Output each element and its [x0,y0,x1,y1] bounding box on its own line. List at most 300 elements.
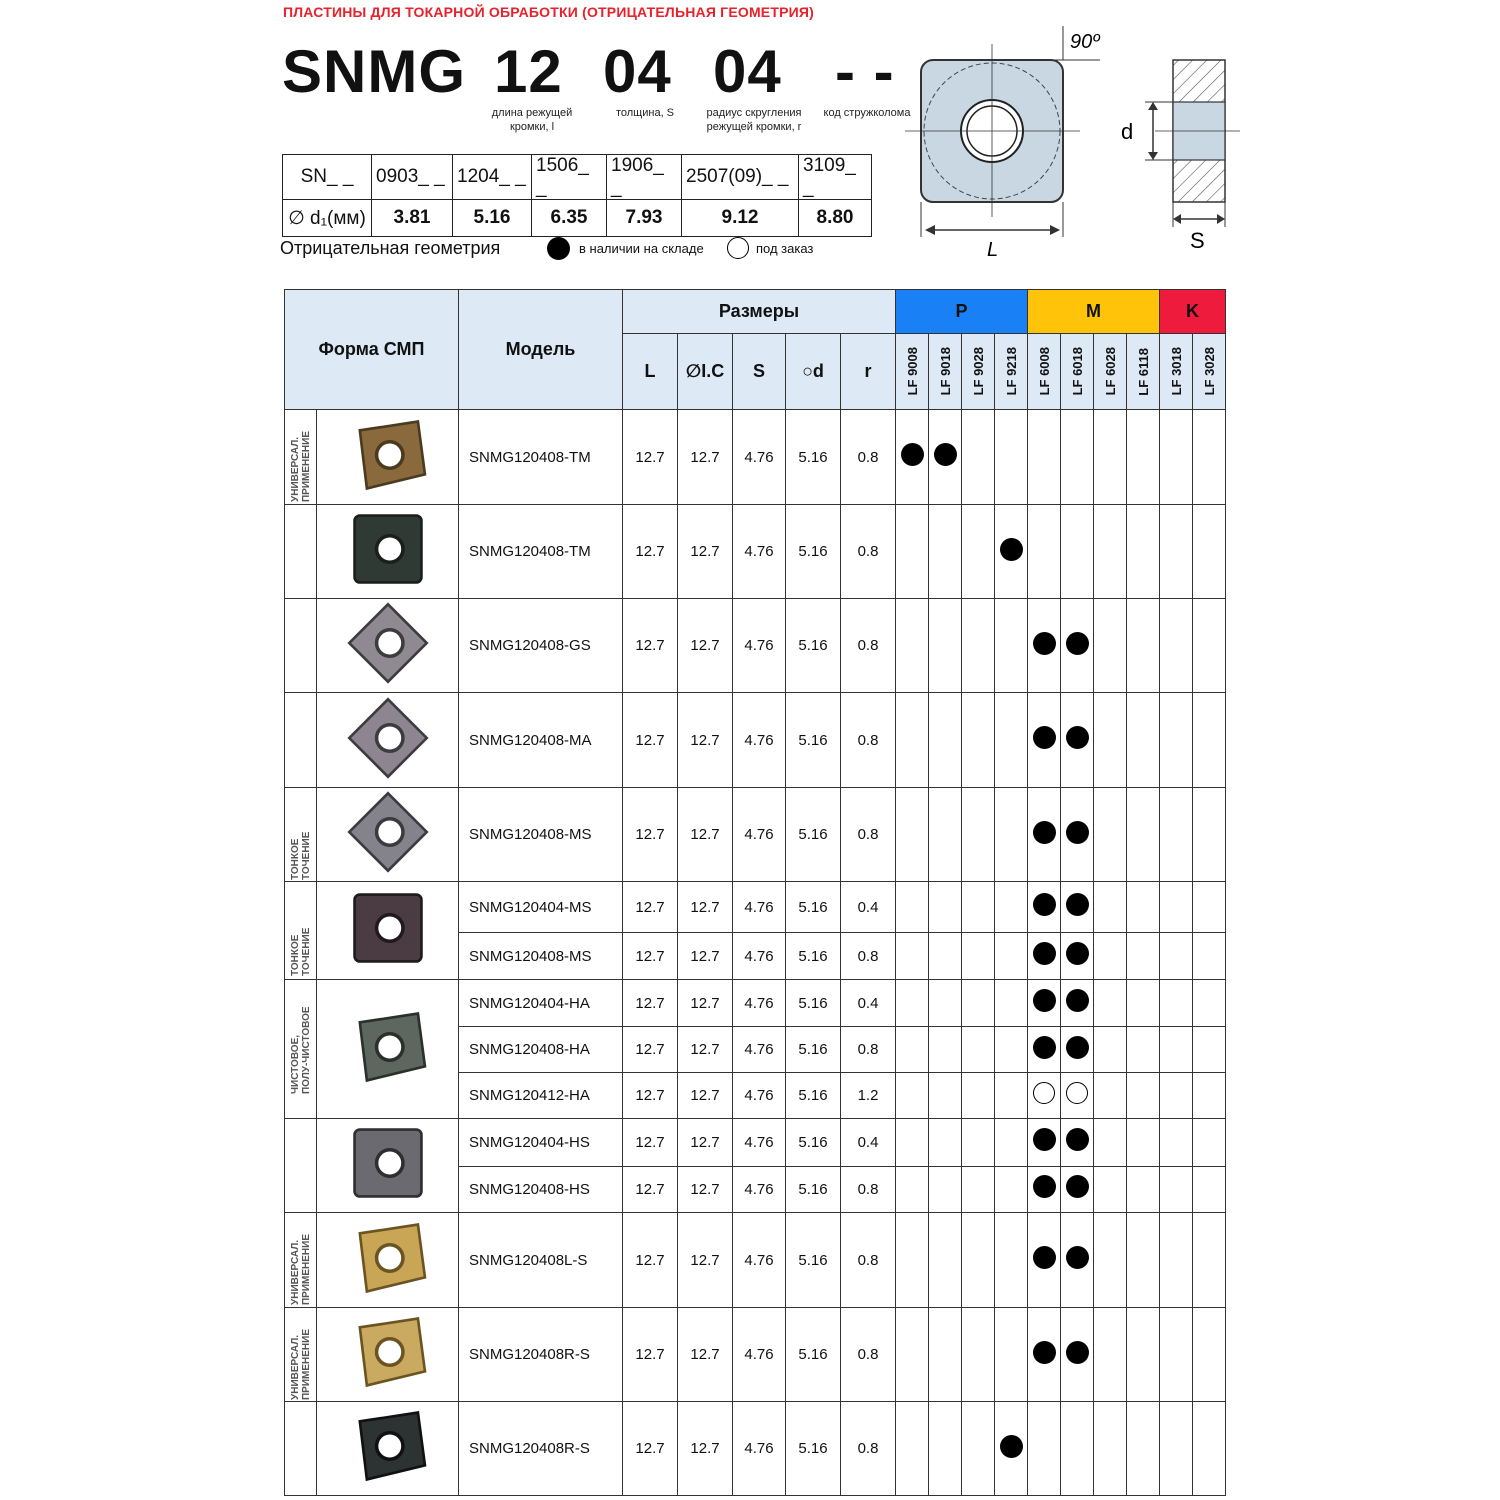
in-stock-icon [1066,893,1089,916]
availability-cell [1127,1166,1160,1213]
in-stock-icon [1033,942,1056,965]
availability-cell [1028,788,1061,882]
code-radius: 04 [713,38,782,105]
availability-cell [929,980,962,1027]
dim-r: 0.8 [841,410,896,505]
availability-cell [1127,410,1160,505]
insert-hole [376,630,402,656]
size-0903: 0903_ _ [372,155,453,200]
group-p: P [896,290,1028,334]
availability-cell [1127,788,1160,882]
angle-label: 90º [1070,31,1100,53]
insert-photo [344,1308,432,1396]
model-name: SNMG120408-MA [459,693,623,788]
availability-cell [995,1073,1028,1119]
model-name: SNMG120408L-S [459,1213,623,1308]
availability-cell [1160,980,1193,1027]
application-band-label: ТОНКОЕ ТОЧЕНИЕ [289,927,312,976]
application-band-label: ТОНКОЕ ТОЧЕНИЕ [289,831,312,880]
dim-s: 4.76 [733,933,786,980]
in-stock-icon [1000,538,1023,561]
grade-header: LF 9008 [896,334,929,410]
application-band-label: УНИВЕРСАЛ. ПРИМЕНЕНИЕ [289,430,312,502]
availability-cell [929,933,962,980]
availability-cell [1193,693,1226,788]
application-band [285,693,317,788]
dim-s: 4.76 [733,599,786,693]
availability-cell [1061,788,1094,882]
application-band [285,788,317,882]
diameter-value: 9.12 [682,200,799,237]
availability-cell [1028,882,1061,933]
dim-ic: 12.7 [678,1166,733,1213]
model-name: SNMG120408-HA [459,1027,623,1073]
availability-cell [1028,1119,1061,1167]
dim-ic: 12.7 [678,933,733,980]
insert-diagram [905,22,1245,267]
availability-cell [1094,980,1127,1027]
dim-s: 4.76 [733,1308,786,1402]
availability-cell [995,933,1028,980]
code-prefix: SNMG [282,38,466,105]
dim-l: 12.7 [623,1308,678,1402]
availability-cell [995,788,1028,882]
availability-cell [896,882,929,933]
availability-cell [1127,1119,1160,1167]
in-stock-icon [1033,726,1056,749]
application-band [285,599,317,693]
availability-cell [1094,1166,1127,1213]
in-stock-icon [1033,1036,1056,1059]
grade-header: LF 9018 [929,334,962,410]
availability-cell [929,1166,962,1213]
size-2507: 2507(09)_ _ [682,155,799,200]
availability-cell [1061,882,1094,933]
availability-cell [1160,410,1193,505]
availability-cell [1028,693,1061,788]
model-name: SNMG120408-TM [459,410,623,505]
s-label: S [1190,228,1205,253]
legend-geometry: Отрицательная геометрия [280,238,501,258]
dim-s: 4.76 [733,1166,786,1213]
availability-cell [1160,693,1193,788]
model-name: SNMG120412-HA [459,1073,623,1119]
dim-l: 12.7 [623,505,678,599]
availability-cell [1193,1073,1226,1119]
insert-hole [376,1433,402,1459]
availability-cell [896,1308,929,1402]
availability-cell [1094,788,1127,882]
insert-hole [376,1244,402,1270]
dim-l: 12.7 [623,1027,678,1073]
diameter-value: 8.80 [799,200,872,237]
table-row [285,599,1226,693]
dim-r: 0.4 [841,980,896,1027]
availability-cell [1193,1027,1226,1073]
model-name: SNMG120408-TM [459,505,623,599]
application-band [285,1308,317,1402]
model-name: SNMG120408-MS [459,788,623,882]
model-name: SNMG120408-HS [459,1166,623,1213]
legend-in-stock: в наличии на складе [579,241,704,256]
dim-r: 0.4 [841,1119,896,1167]
application-band [285,1119,317,1213]
availability-cell [1028,505,1061,599]
to-order-icon [727,237,749,259]
application-band [285,410,317,505]
dim-ic: 12.7 [678,1073,733,1119]
label-radius: радиус скругления режущей кромки, r [706,107,802,133]
in-stock-icon [1066,726,1089,749]
size-3109: 3109_ _ [799,155,872,200]
availability-cell [1094,693,1127,788]
dim-r: 0.4 [841,882,896,933]
application-band [285,882,317,980]
dim-r: 0.8 [841,1166,896,1213]
dim-s: 4.76 [733,1073,786,1119]
dim-l: 12.7 [623,599,678,693]
insert-image-cell [317,1213,459,1308]
availability-cell [1127,1213,1160,1308]
insert-hole [376,441,402,467]
grade-header: LF 3018 [1160,334,1193,410]
in-stock-icon [1066,1246,1089,1269]
diameter-value: 3.81 [372,200,453,237]
availability-cell [1061,1027,1094,1073]
dim-l: 12.7 [623,788,678,882]
insert-image-cell [317,505,459,599]
dim-ic: 12.7 [678,788,733,882]
availability-cell [1127,1308,1160,1402]
header-l: L [623,334,678,410]
table-row [285,788,1226,882]
dim-ic: 12.7 [678,1402,733,1496]
dim-r: 0.8 [841,1027,896,1073]
availability-cell [1094,599,1127,693]
application-band-label: УНИВЕРСАЛ. ПРИМЕНЕНИЕ [289,1233,312,1305]
availability-cell [1028,933,1061,980]
to-order-icon [1033,1082,1055,1104]
dim-r: 0.8 [841,505,896,599]
dim-r: 0.8 [841,1213,896,1308]
insert-photo [344,694,432,782]
availability-cell [929,1308,962,1402]
availability-cell [1160,882,1193,933]
availability-cell [1160,1402,1193,1496]
availability-cell [962,505,995,599]
availability-cell [896,980,929,1027]
table-row [285,1308,1226,1402]
application-band-label: ЧИСТОВОЕ, ПОЛУ-ЧИСТОВОЕ [289,1006,312,1094]
availability-cell [1028,1027,1061,1073]
availability-cell [962,1308,995,1402]
availability-cell [1028,410,1061,505]
availability-cell [1094,1027,1127,1073]
insert-photo [344,1003,432,1091]
insert-photo [344,1119,432,1207]
application-band [285,980,317,1119]
in-stock-icon [1066,942,1089,965]
availability-cell [995,1027,1028,1073]
availability-cell [929,693,962,788]
availability-cell [995,1119,1028,1167]
insert-image-cell [317,410,459,505]
availability-cell [1028,1166,1061,1213]
size-1906: 1906_ _ [607,155,682,200]
grade-header: LF 6118 [1127,334,1160,410]
insert-image-cell [317,882,459,980]
availability-cell [1193,410,1226,505]
availability-cell [962,1119,995,1167]
availability-cell [995,1213,1028,1308]
availability-cell [1160,1119,1193,1167]
availability-cell [1127,882,1160,933]
diameter-value: 6.35 [532,200,607,237]
dim-r: 1.2 [841,1073,896,1119]
availability-cell [1193,788,1226,882]
availability-cell [1193,933,1226,980]
application-band-label: УНИВЕРСАЛ. ПРИМЕНЕНИЕ [289,1328,312,1400]
availability-cell [1094,1402,1127,1496]
insert-photo [344,411,432,499]
availability-cell [962,1027,995,1073]
in-stock-icon [1033,989,1056,1012]
insert-hole [376,1150,402,1176]
availability-cell [995,882,1028,933]
model-name: SNMG120408R-S [459,1308,623,1402]
insert-image-cell [317,980,459,1119]
availability-cell [962,410,995,505]
insert-hole [376,819,402,845]
table-row [285,882,1226,933]
dim-s: 4.76 [733,410,786,505]
availability-cell [962,980,995,1027]
insert-image-cell [317,1308,459,1402]
insert-hole [376,915,402,941]
insert-photo [344,788,432,876]
dim-d: 5.16 [786,882,841,933]
dim-s: 4.76 [733,788,786,882]
availability-cell [1061,1308,1094,1402]
dim-ic: 12.7 [678,1119,733,1167]
header-d: ○d [786,334,841,410]
availability-cell [1094,410,1127,505]
grade-header: LF 9028 [962,334,995,410]
availability-cell [1094,882,1127,933]
availability-cell [1160,1213,1193,1308]
header-sizes: Размеры [623,290,896,334]
size-1506: 1506_ _ [532,155,607,200]
availability-cell [1193,1119,1226,1167]
availability-cell [995,505,1028,599]
availability-cell [1061,693,1094,788]
d-label: d [1121,119,1134,144]
availability-cell [1061,1213,1094,1308]
code-length: 12 [494,38,563,105]
availability-cell [962,788,995,882]
availability-cell [929,1073,962,1119]
in-stock-icon [1033,632,1056,655]
model-name: SNMG120408R-S [459,1402,623,1496]
availability-cell [1160,933,1193,980]
dim-d: 5.16 [786,1213,841,1308]
in-stock-icon [1000,1435,1023,1458]
dim-d: 5.16 [786,1027,841,1073]
availability-cell [929,1402,962,1496]
dim-ic: 12.7 [678,505,733,599]
insert-photo [344,505,432,593]
availability-cell [1028,1402,1061,1496]
availability-cell [896,505,929,599]
dim-s: 4.76 [733,1027,786,1073]
dim-s: 4.76 [733,1213,786,1308]
in-stock-icon [1033,1341,1056,1364]
dim-d: 5.16 [786,1308,841,1402]
dim-d: 5.16 [786,693,841,788]
model-name: SNMG120408-MS [459,933,623,980]
availability-cell [896,788,929,882]
availability-cell [962,693,995,788]
dim-l: 12.7 [623,1119,678,1167]
insert-image-cell [317,1119,459,1213]
availability-cell [1193,1308,1226,1402]
dim-ic: 12.7 [678,882,733,933]
diameter-row-label: ∅ d₁(мм) [283,200,372,237]
availability-cell [962,933,995,980]
group-m: M [1028,290,1160,334]
model-name: SNMG120408-GS [459,599,623,693]
header-shape: Форма СМП [285,290,459,410]
to-order-icon [1066,1082,1088,1104]
availability-cell [995,693,1028,788]
availability-cell [995,1402,1028,1496]
legend-to-order: под заказ [756,241,814,256]
dim-ic: 12.7 [678,980,733,1027]
availability-cell [929,882,962,933]
availability-cell [1193,1213,1226,1308]
availability-cell [1127,1073,1160,1119]
dim-d: 5.16 [786,1166,841,1213]
availability-cell [1193,882,1226,933]
diameter-value: 5.16 [453,200,532,237]
insert-hole [376,1033,402,1059]
insert-photo [344,884,432,972]
group-k: K [1160,290,1226,334]
dim-ic: 12.7 [678,1027,733,1073]
insert-photo [344,1402,432,1490]
grade-header: LF 6008 [1028,334,1061,410]
availability-cell [896,1119,929,1167]
availability-cell [929,1213,962,1308]
availability-cell [896,1073,929,1119]
size-table [282,154,872,237]
availability-cell [995,410,1028,505]
availability-cell [1061,505,1094,599]
availability-cell [1193,599,1226,693]
dim-s: 4.76 [733,505,786,599]
label-chipbreaker: код стружколома [823,107,911,119]
availability-cell [1160,1308,1193,1402]
insert-hole [376,536,402,562]
in-stock-icon [1066,821,1089,844]
availability-cell [1094,1119,1127,1167]
dim-d: 5.16 [786,505,841,599]
dim-ic: 12.7 [678,1213,733,1308]
in-stock-icon [1066,1036,1089,1059]
availability-cell [1061,1402,1094,1496]
availability-cell [1094,1073,1127,1119]
availability-cell [1160,1166,1193,1213]
in-stock-icon [1033,1175,1056,1198]
table-row [285,1213,1226,1308]
availability-cell [1193,505,1226,599]
availability-cell [1061,1119,1094,1167]
availability-cell [995,599,1028,693]
grade-header: LF 6028 [1094,334,1127,410]
availability-cell [1160,1073,1193,1119]
availability-cell [1028,980,1061,1027]
header-model: Модель [459,290,623,410]
grade-header: LF 9218 [995,334,1028,410]
label-thickness: толщина, S [615,107,675,119]
availability-cell [1028,1073,1061,1119]
insert-photo [344,1214,432,1302]
application-band [285,505,317,599]
in-stock-icon [547,237,570,260]
dim-r: 0.8 [841,933,896,980]
dim-l: 12.7 [623,1213,678,1308]
dim-r: 0.8 [841,1308,896,1402]
dim-s: 4.76 [733,1119,786,1167]
availability-cell [1127,980,1160,1027]
availability-cell [1061,599,1094,693]
dim-s: 4.76 [733,1402,786,1496]
availability-cell [1061,410,1094,505]
availability-cell [1061,980,1094,1027]
dim-l: 12.7 [623,1073,678,1119]
availability-cell [929,1119,962,1167]
dim-d: 5.16 [786,1119,841,1167]
grade-header: LF 3028 [1193,334,1226,410]
availability-cell [1127,599,1160,693]
insert-image-cell [317,693,459,788]
table-row [285,693,1226,788]
availability-cell [896,410,929,505]
availability-cell [1094,1213,1127,1308]
table-row [285,1402,1226,1496]
availability-cell [929,505,962,599]
dim-d: 5.16 [786,980,841,1027]
dim-s: 4.76 [733,882,786,933]
availability-cell [962,599,995,693]
availability-cell [1028,599,1061,693]
in-stock-icon [1066,1341,1089,1364]
dim-r: 0.8 [841,1402,896,1496]
availability-cell [896,1402,929,1496]
in-stock-icon [1033,893,1056,916]
availability-cell [896,1027,929,1073]
dim-l: 12.7 [623,1166,678,1213]
availability-cell [1094,933,1127,980]
availability-cell [929,1027,962,1073]
code-thickness: 04 [603,38,672,105]
availability-cell [896,693,929,788]
dim-l: 12.7 [623,882,678,933]
availability-cell [896,599,929,693]
size-row-label: SN_ _ [283,155,372,200]
dim-d: 5.16 [786,599,841,693]
availability-cell [1193,1166,1226,1213]
